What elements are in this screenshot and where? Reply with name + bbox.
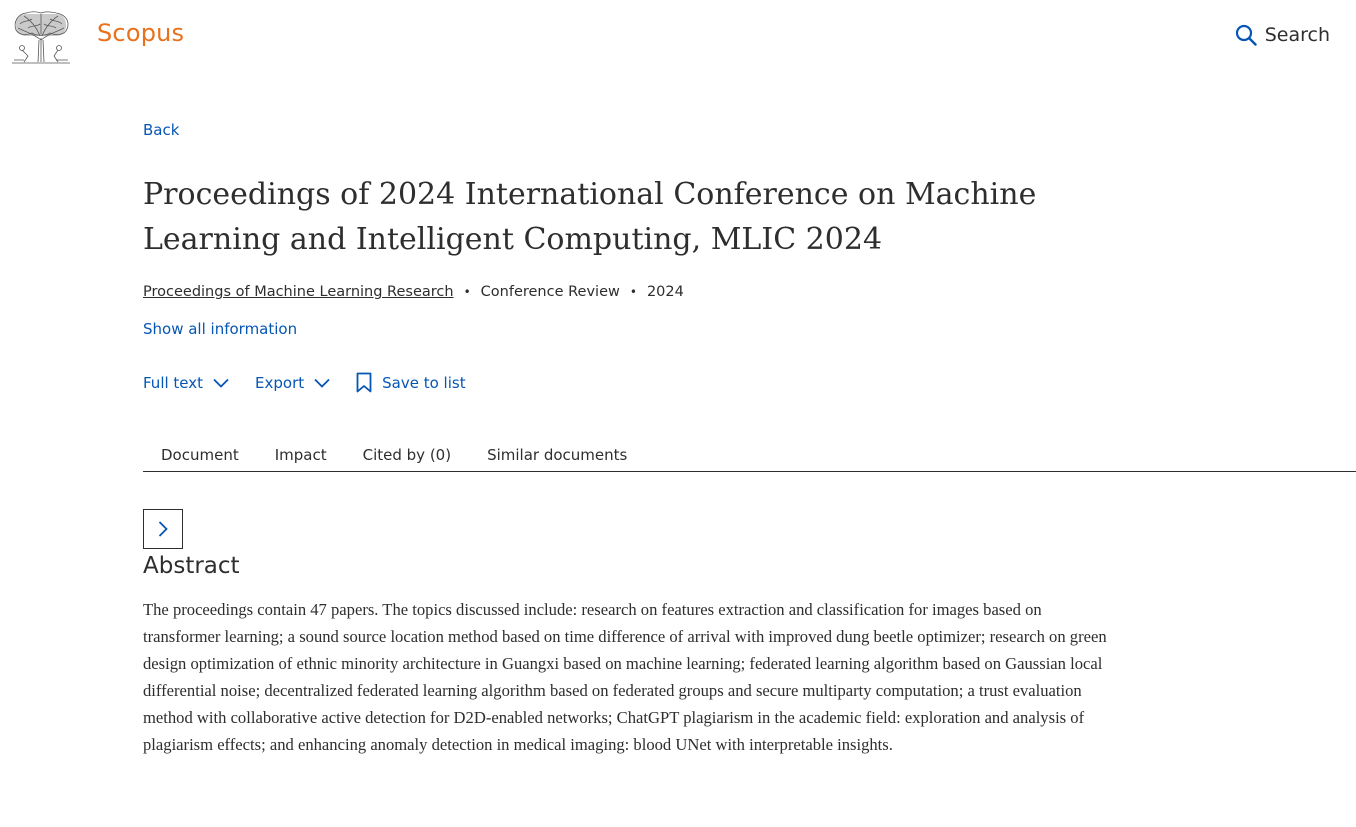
full-text-label: Full text xyxy=(143,373,204,392)
chevron-right-icon xyxy=(158,521,168,537)
source-title-link[interactable]: Proceedings of Machine Learning Research xyxy=(143,284,454,300)
search-label: Search xyxy=(1264,24,1330,46)
document-tabs xyxy=(143,446,1356,472)
tab-similar-documents[interactable]: Similar documents xyxy=(487,446,628,464)
export-label: Export xyxy=(255,373,305,392)
top-header xyxy=(0,0,1356,72)
document-year: 2024 xyxy=(646,284,684,300)
meta-separator: • xyxy=(463,285,471,299)
show-all-information-link[interactable]: Show all information xyxy=(143,320,298,338)
export-dropdown[interactable] xyxy=(255,374,330,392)
action-bar xyxy=(143,372,492,393)
abstract-heading: Abstract xyxy=(143,553,240,579)
scopus-brand-link[interactable]: Scopus xyxy=(97,19,185,47)
elsevier-tree-logo-icon[interactable] xyxy=(10,10,72,65)
meta-separator: • xyxy=(629,285,637,299)
chevron-down-icon xyxy=(314,378,330,388)
bookmark-icon xyxy=(356,372,372,393)
tab-impact[interactable]: Impact xyxy=(274,446,327,464)
expand-panel-button[interactable] xyxy=(143,509,183,549)
chevron-down-icon xyxy=(213,378,229,388)
save-to-list-label: Save to list xyxy=(382,373,466,392)
search-button[interactable] xyxy=(1235,24,1330,46)
document-title: Proceedings of 2024 International Conference on Machine Learning and Intelligent Computing, MLIC 2024 xyxy=(143,177,1037,257)
search-icon xyxy=(1235,24,1257,46)
tab-document[interactable]: Document xyxy=(161,446,239,464)
full-text-dropdown[interactable] xyxy=(143,374,229,392)
tab-cited-by[interactable]: Cited by (0) xyxy=(362,446,452,464)
document-meta xyxy=(143,284,684,300)
save-to-list-button[interactable] xyxy=(356,372,465,393)
document-type: Conference Review xyxy=(480,284,620,300)
abstract-text: The proceedings contain 47 papers. The topics discussed include: research on features extraction and classification for images based on transformer learning; a sound source location method based on time difference of arrival with improved dung beetle optimizer; research on green design optimization of ethnic minority architecture in Guangxi based on machine learning; federated learning algorithm based on Gaussian local differential noise; decentralized federated learning algorithm based on federated groups and secure multiparty computation; a trust evaluation method with collaborative active detection for D2D-enabled networks; ChatGPT plagiarism in the academic field: exploration and analysis of plagiarism effects; and enhancing anomaly detection in medical imaging: blood UNet with interpretable insights. xyxy=(143,600,1107,754)
back-link[interactable]: Back xyxy=(143,121,180,139)
